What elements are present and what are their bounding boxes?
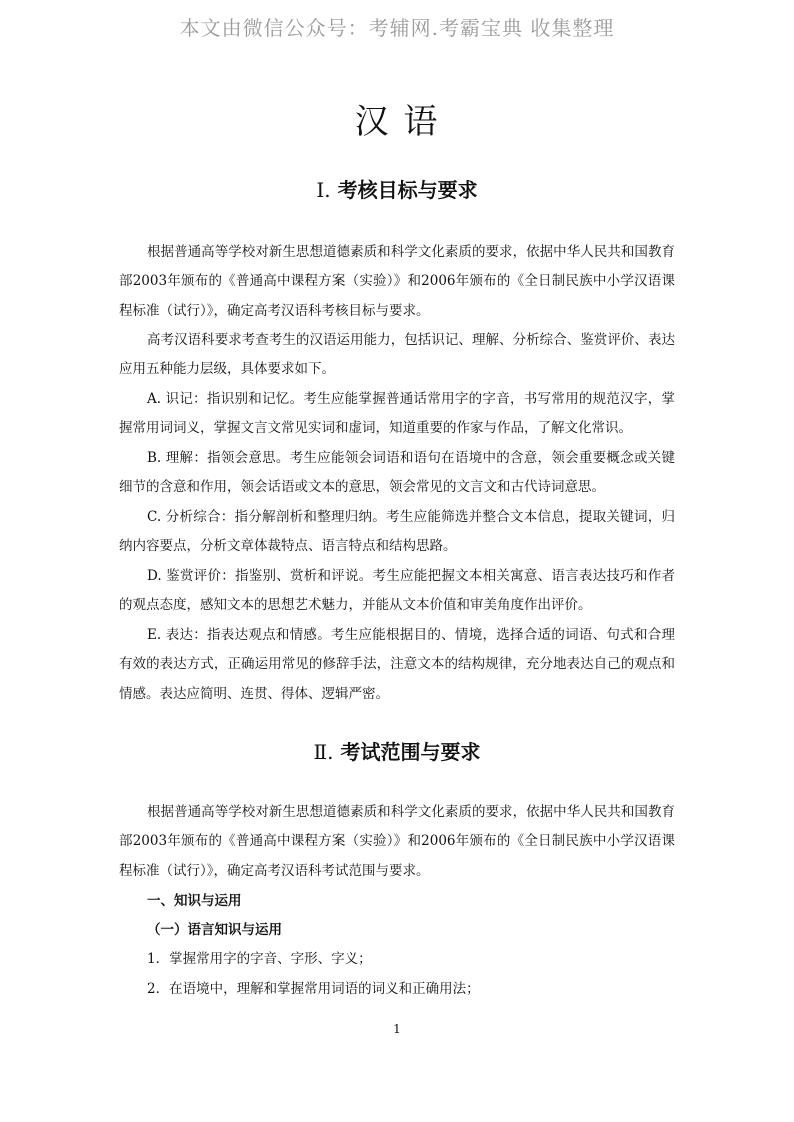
paragraph-item-a: A. 识记：指识别和记忆。考生应能掌握普通话常用字的字音，书写常用的规范汉字，掌握常用词词义，掌握文言文常见实词和虚词，知道重要的作家与作品，了解文化常识。 (119, 391, 675, 437)
paragraph: 根据普通高等学校对新生思想道德素质和科学文化素质的要求，依据中华人民共和国教育部2003年颁布的《普通高中课程方案（实验）》和2006年颁布的《全日制民族中小学汉语课程标准（试行）》，确定高考汉语科考试范围与要求。 (119, 804, 675, 879)
subheading: （一）语言知识与运用 (147, 922, 282, 938)
section-heading-1 (0, 174, 794, 203)
section-heading-text: 考试范围与要求 (340, 740, 481, 764)
document-title: 汉 语 (354, 102, 440, 142)
section-heading-2 (0, 736, 794, 765)
paragraph: 高考汉语科要求考查考生的汉语运用能力，包括识记、理解、分析综合、鉴赏评价、表达应用五种能力层级，具体要求如下。 (119, 332, 675, 378)
paragraph: 根据普通高等学校对新生思想道德素质和科学文化素质的要求，依据中华人民共和国教育部2003年颁布的《普通高中课程方案（实验）》和2006年颁布的《全日制民族中小学汉语课程标准（试行）》，确定高考汉语科考核目标与要求。 (119, 244, 675, 319)
section-numeral: Ⅰ. (316, 178, 331, 202)
list-item: 1．掌握常用字的字音、字形、字义； (147, 951, 372, 967)
paragraph-item-e: E. 表达：指表达观点和情感。考生应能根据目的、情境，选择合适的词语、句式和合理有效的表达方式，正确运用常见的修辞手法，注意文本的结构规律，充分地表达自己的观点和情感。表达应简明、连贯、得体、逻辑严密。 (119, 627, 675, 702)
list-item: 2．在语境中，理解和掌握常用词语的词义和正确用法； (147, 981, 480, 997)
section-numeral: Ⅱ. (313, 740, 334, 764)
paragraph-item-c: C. 分析综合：指分解剖析和整理归纳。考生应能筛选并整合文本信息，提取关键词，归纳内容要点，分析文章体裁特点、语言特点和结构思路。 (119, 509, 675, 555)
watermark: 本文由微信公众号：考辅网.考霸宝典 收集整理 (179, 16, 615, 40)
subheading: 一、知识与运用 (147, 893, 242, 909)
section-heading-text: 考核目标与要求 (337, 178, 478, 202)
page-number: 1 (393, 1022, 401, 1036)
paragraph-item-b: B. 理解：指领会意思。考生应能领会词语和语句在语境中的含意，领会重要概念或关键细节的含意和作用，领会话语或文本的意思，领会常见的文言文和古代诗词意思。 (119, 450, 675, 496)
paragraph-item-d: D. 鉴赏评价：指鉴别、赏析和评说。考生应能把握文本相关寓意、语言表达技巧和作者的观点态度，感知文本的思想艺术魅力，并能从文本价值和审美角度作出评价。 (119, 568, 675, 614)
